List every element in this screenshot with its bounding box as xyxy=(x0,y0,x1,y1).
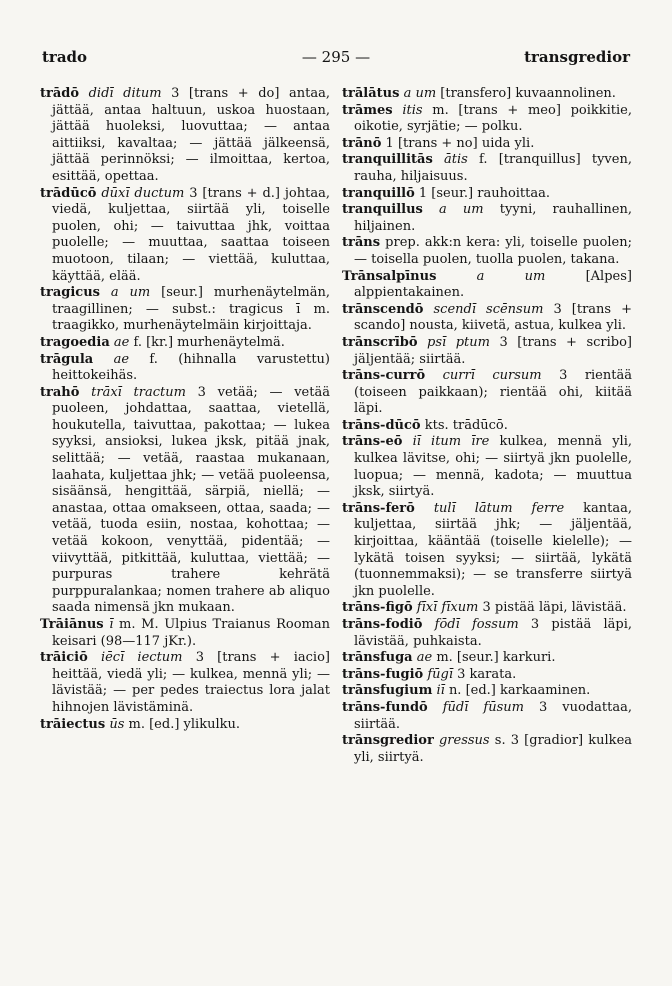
entry-forms: ūs xyxy=(109,716,125,732)
dictionary-entry xyxy=(342,667,632,684)
entry-headword: trāns-ferō xyxy=(342,500,415,516)
entry-headword: trālātus xyxy=(342,86,400,101)
dictionary-entry xyxy=(342,86,632,103)
entry-headword: trānscrībō xyxy=(342,334,418,350)
entry-headword: trānō xyxy=(342,135,382,151)
entry-headword: tragicus xyxy=(40,285,100,301)
dictionary-entry xyxy=(342,152,632,185)
dictionary-entry xyxy=(40,285,330,335)
entry-definition: n. [ed.] karkaaminen. xyxy=(448,683,591,699)
page-header xyxy=(42,48,630,72)
dictionary-entry xyxy=(342,600,632,617)
left-column xyxy=(40,86,330,733)
entry-headword: trāns-eō xyxy=(342,434,403,450)
entry-headword: trānsgredior xyxy=(342,733,434,749)
dictionary-entry xyxy=(342,235,632,268)
entry-definition: f. [tranquillus] tyven, rauha, hiljaisuus. xyxy=(354,152,632,184)
entry-forms: ae xyxy=(416,650,433,666)
dictionary-entry xyxy=(342,617,632,650)
dictionary-entry xyxy=(342,136,632,153)
dictionary-entry xyxy=(342,103,632,136)
entry-forms: iī itum īre xyxy=(412,434,490,450)
entry-forms: ātis xyxy=(444,152,468,168)
entry-definition: m. M. Ulpius Traianus Rooman keisari (98—117 jKr.). xyxy=(52,617,330,649)
entry-headword: tranquillitās xyxy=(342,152,433,168)
entry-headword: trādō xyxy=(40,86,80,101)
entry-definition: 1 [seur.] rauhoittaa. xyxy=(418,185,551,201)
dictionary-entry xyxy=(342,335,632,368)
entry-definition: 3 [trans + scando] nousta, kiivetä, astua, kulkea yli. xyxy=(354,301,633,334)
entry-forms: itis xyxy=(402,102,423,118)
entry-definition: 1 [trans + no] uida yli. xyxy=(385,135,535,151)
entry-headword: tragoedia xyxy=(40,334,110,350)
entry-headword: trāmes xyxy=(342,102,393,118)
entry-definition: prep. akk:n kera: yli, toiselle puolen; — toisella puolen, tuolla puolen, takana. xyxy=(354,235,632,267)
dictionary-entry xyxy=(342,700,632,733)
entry-headword: trāns-dūcō xyxy=(342,417,421,433)
right-column xyxy=(342,86,632,766)
entry-definition: 3 karata. xyxy=(457,666,517,682)
entry-forms: scendī scēnsum xyxy=(433,301,544,317)
entry-headword: trāns-fodiō xyxy=(342,617,423,632)
entry-headword: trānscendō xyxy=(342,301,424,317)
dictionary-entry xyxy=(342,302,632,335)
entry-definition: kantaa, kuljettaa, siirtää jhk; — jäljentää, kirjoittaa, kääntää (toiselle kielelle); — lykätä toisen syyksi; — siirtää, lykätä (tuonnemmaksi); — se transferre siirtyä jkn puolelle. xyxy=(354,500,632,599)
entry-headword: tranquillus xyxy=(342,202,423,218)
entry-definition: kulkea, mennä yli, kulkea lävitse, ohi; — siirtyä jkn puolelle, luopua; — mennä, kadota; — muuttua jksk, siirtyä. xyxy=(354,434,633,500)
dictionary-entry xyxy=(342,434,632,500)
entry-headword: tranquillō xyxy=(342,185,415,201)
header-right-guideword: transgredior xyxy=(524,48,630,66)
entry-definition: tyyni, rauhallinen, hiljainen. xyxy=(354,202,633,234)
entry-forms: dūxī ductum xyxy=(101,185,185,201)
entry-definition: 3 [trans + scribo] jäljentää; siirtää. xyxy=(354,334,632,367)
entry-forms: tulī lātum ferre xyxy=(433,500,565,516)
entry-headword: trānsfugium xyxy=(342,683,433,699)
entry-headword: Trānsalpīnus xyxy=(342,268,437,284)
entry-definition: 3 [trans + do] antaa, jättää, antaa haltuun, uskoa huostaan, jättää huoleksi, luovuttaa; — antaa aittiiksi, kavaltaa; — jättää jälkeensä, jättää perinnöksi; — ilmoittaa, kertoa, esittää, opettaa. xyxy=(52,86,330,184)
entry-headword: trāns-fugiō xyxy=(342,666,424,682)
dictionary-entry xyxy=(342,186,632,203)
entry-definition: m. [ed.] ylikulku. xyxy=(128,716,240,732)
entry-headword: trāns-figō xyxy=(342,600,413,616)
entry-headword: trādūcō xyxy=(40,185,97,201)
dictionary-entry xyxy=(342,683,632,700)
dictionary-entry xyxy=(342,733,632,766)
entry-headword: trāgula xyxy=(40,351,94,367)
dictionary-entry xyxy=(40,86,330,186)
entry-definition: [transfero] kuvaannolinen. xyxy=(440,86,616,101)
entry-forms: fūdī fūsum xyxy=(442,699,524,715)
dictionary-entry xyxy=(342,501,632,601)
entry-forms: a um xyxy=(439,202,484,218)
entry-definition: 3 rientää (toiseen paikkaan); rientää ohi, kiitää läpi. xyxy=(354,368,632,417)
entry-forms: fōdī fossum xyxy=(434,617,519,632)
entry-definition: m. [trans + meo] poikkitie, oikotie, syrjätie; — polku. xyxy=(354,102,633,135)
dictionary-entry xyxy=(40,650,330,716)
entry-definition: [seur.] murhenäytelmän, traagillinen; — subst.: tragicus ī m. traagikko, murhenäytelmäin kirjoittaja. xyxy=(52,285,330,334)
entry-definition: kts. trādūcō. xyxy=(424,417,508,433)
entry-forms: gressus xyxy=(438,733,490,749)
entry-headword: trāiciō xyxy=(40,650,88,666)
entry-definition: 3 vuodattaa, siirtää. xyxy=(354,699,633,732)
entry-forms: a um xyxy=(476,268,546,284)
entry-definition: m. [seur.] karkuri. xyxy=(436,650,556,666)
entry-forms: ae xyxy=(113,351,130,367)
entry-headword: trāns-fundō xyxy=(342,699,428,715)
entry-definition: f. [kr.] murhenäytelmä. xyxy=(133,334,285,350)
dictionary-entry xyxy=(40,186,330,286)
entry-definition: 3 vetää; — vetää puoleen, johdattaa, saattaa, vietellä, houkutella, taivuttaa, pakottaa; — lukea syyksi, ansioksi, lukea jksk, pitää jnak, selittää; — vetää, raastaa mukanaan, laahata, kuljettaa jhk; — vetää puoleensa, sisäänsä, hengittää, särpiä, niellä; — anastaa, ottaa omakseen, ottaa, saada; — vetää, tuoda esiin, nostaa, kohottaa; — vetää kokoon, venyttää, pidentää; — viivyttää, pitkittää, kuluttaa, viettää; — purpuras trahere kehrätä purppuralankaa; nomen trahere ab aliquo saada nimensä jkn mukaan. xyxy=(52,384,330,616)
entry-headword: trānsfuga xyxy=(342,650,413,666)
entry-forms: currī cursum xyxy=(442,368,542,384)
dictionary-entry xyxy=(40,617,330,650)
dictionary-entry xyxy=(342,368,632,418)
entry-headword: trahō xyxy=(40,384,80,400)
entry-definition: s. 3 [gradior] kulkea yli, siirtyä. xyxy=(354,733,633,765)
entry-definition: 3 [trans + d.] johtaa, viedä, kuljettaa, siirtää yli, toiselle puolen, ohi; — taivuttaa jhk, voittaa puolelle; — muuttaa, saattaa toiseen muotoon, tilaan; — viettää, kuluttaa, käyttää, elää. xyxy=(52,185,330,284)
entry-definition: f. (hihnalla varustettu) heittokeihäs. xyxy=(52,351,330,384)
entry-headword: trāns-currō xyxy=(342,368,426,384)
dictionary-entry xyxy=(342,202,632,235)
dictionary-entry xyxy=(40,385,330,617)
entry-forms: a um xyxy=(403,86,437,101)
entry-definition: 3 [trans + iacio] heittää, viedä yli; — kulkea, mennä yli; — lävistää; — per pedes traiectus lora jalat hihnojen lävistäminä. xyxy=(52,650,330,715)
entry-headword: trāiectus xyxy=(40,716,106,732)
entry-definition: 3 pistää läpi, lävistää, puhkaista. xyxy=(354,617,633,649)
entry-forms: fīxī fīxum xyxy=(416,600,479,616)
dictionary-entry xyxy=(40,717,330,734)
page-number: — 295 — xyxy=(301,48,371,66)
entry-forms: ī xyxy=(109,617,114,632)
entry-forms: didī ditum xyxy=(88,86,162,101)
entry-forms: iēcī iectum xyxy=(100,650,183,666)
entry-definition: [Alpes] alppientakainen. xyxy=(354,268,632,301)
entry-headword: Trāiānus xyxy=(40,617,104,632)
entry-forms: iī xyxy=(436,683,445,699)
dictionary-entry xyxy=(40,352,330,385)
header-left-guideword: trado xyxy=(42,48,88,66)
dictionary-entry xyxy=(342,269,632,302)
dictionary-entry xyxy=(342,650,632,667)
entry-forms: ae xyxy=(113,334,130,350)
entry-forms: trāxī tractum xyxy=(91,384,186,400)
dictionary-entry xyxy=(40,335,330,352)
entry-forms: a um xyxy=(110,285,151,301)
entry-forms: psī ptum xyxy=(427,334,490,350)
dictionary-entry xyxy=(342,418,632,435)
entry-forms: fūgī xyxy=(427,666,453,682)
entry-definition: 3 pistää läpi, lävistää. xyxy=(482,600,627,616)
entry-headword: trāns xyxy=(342,235,381,251)
